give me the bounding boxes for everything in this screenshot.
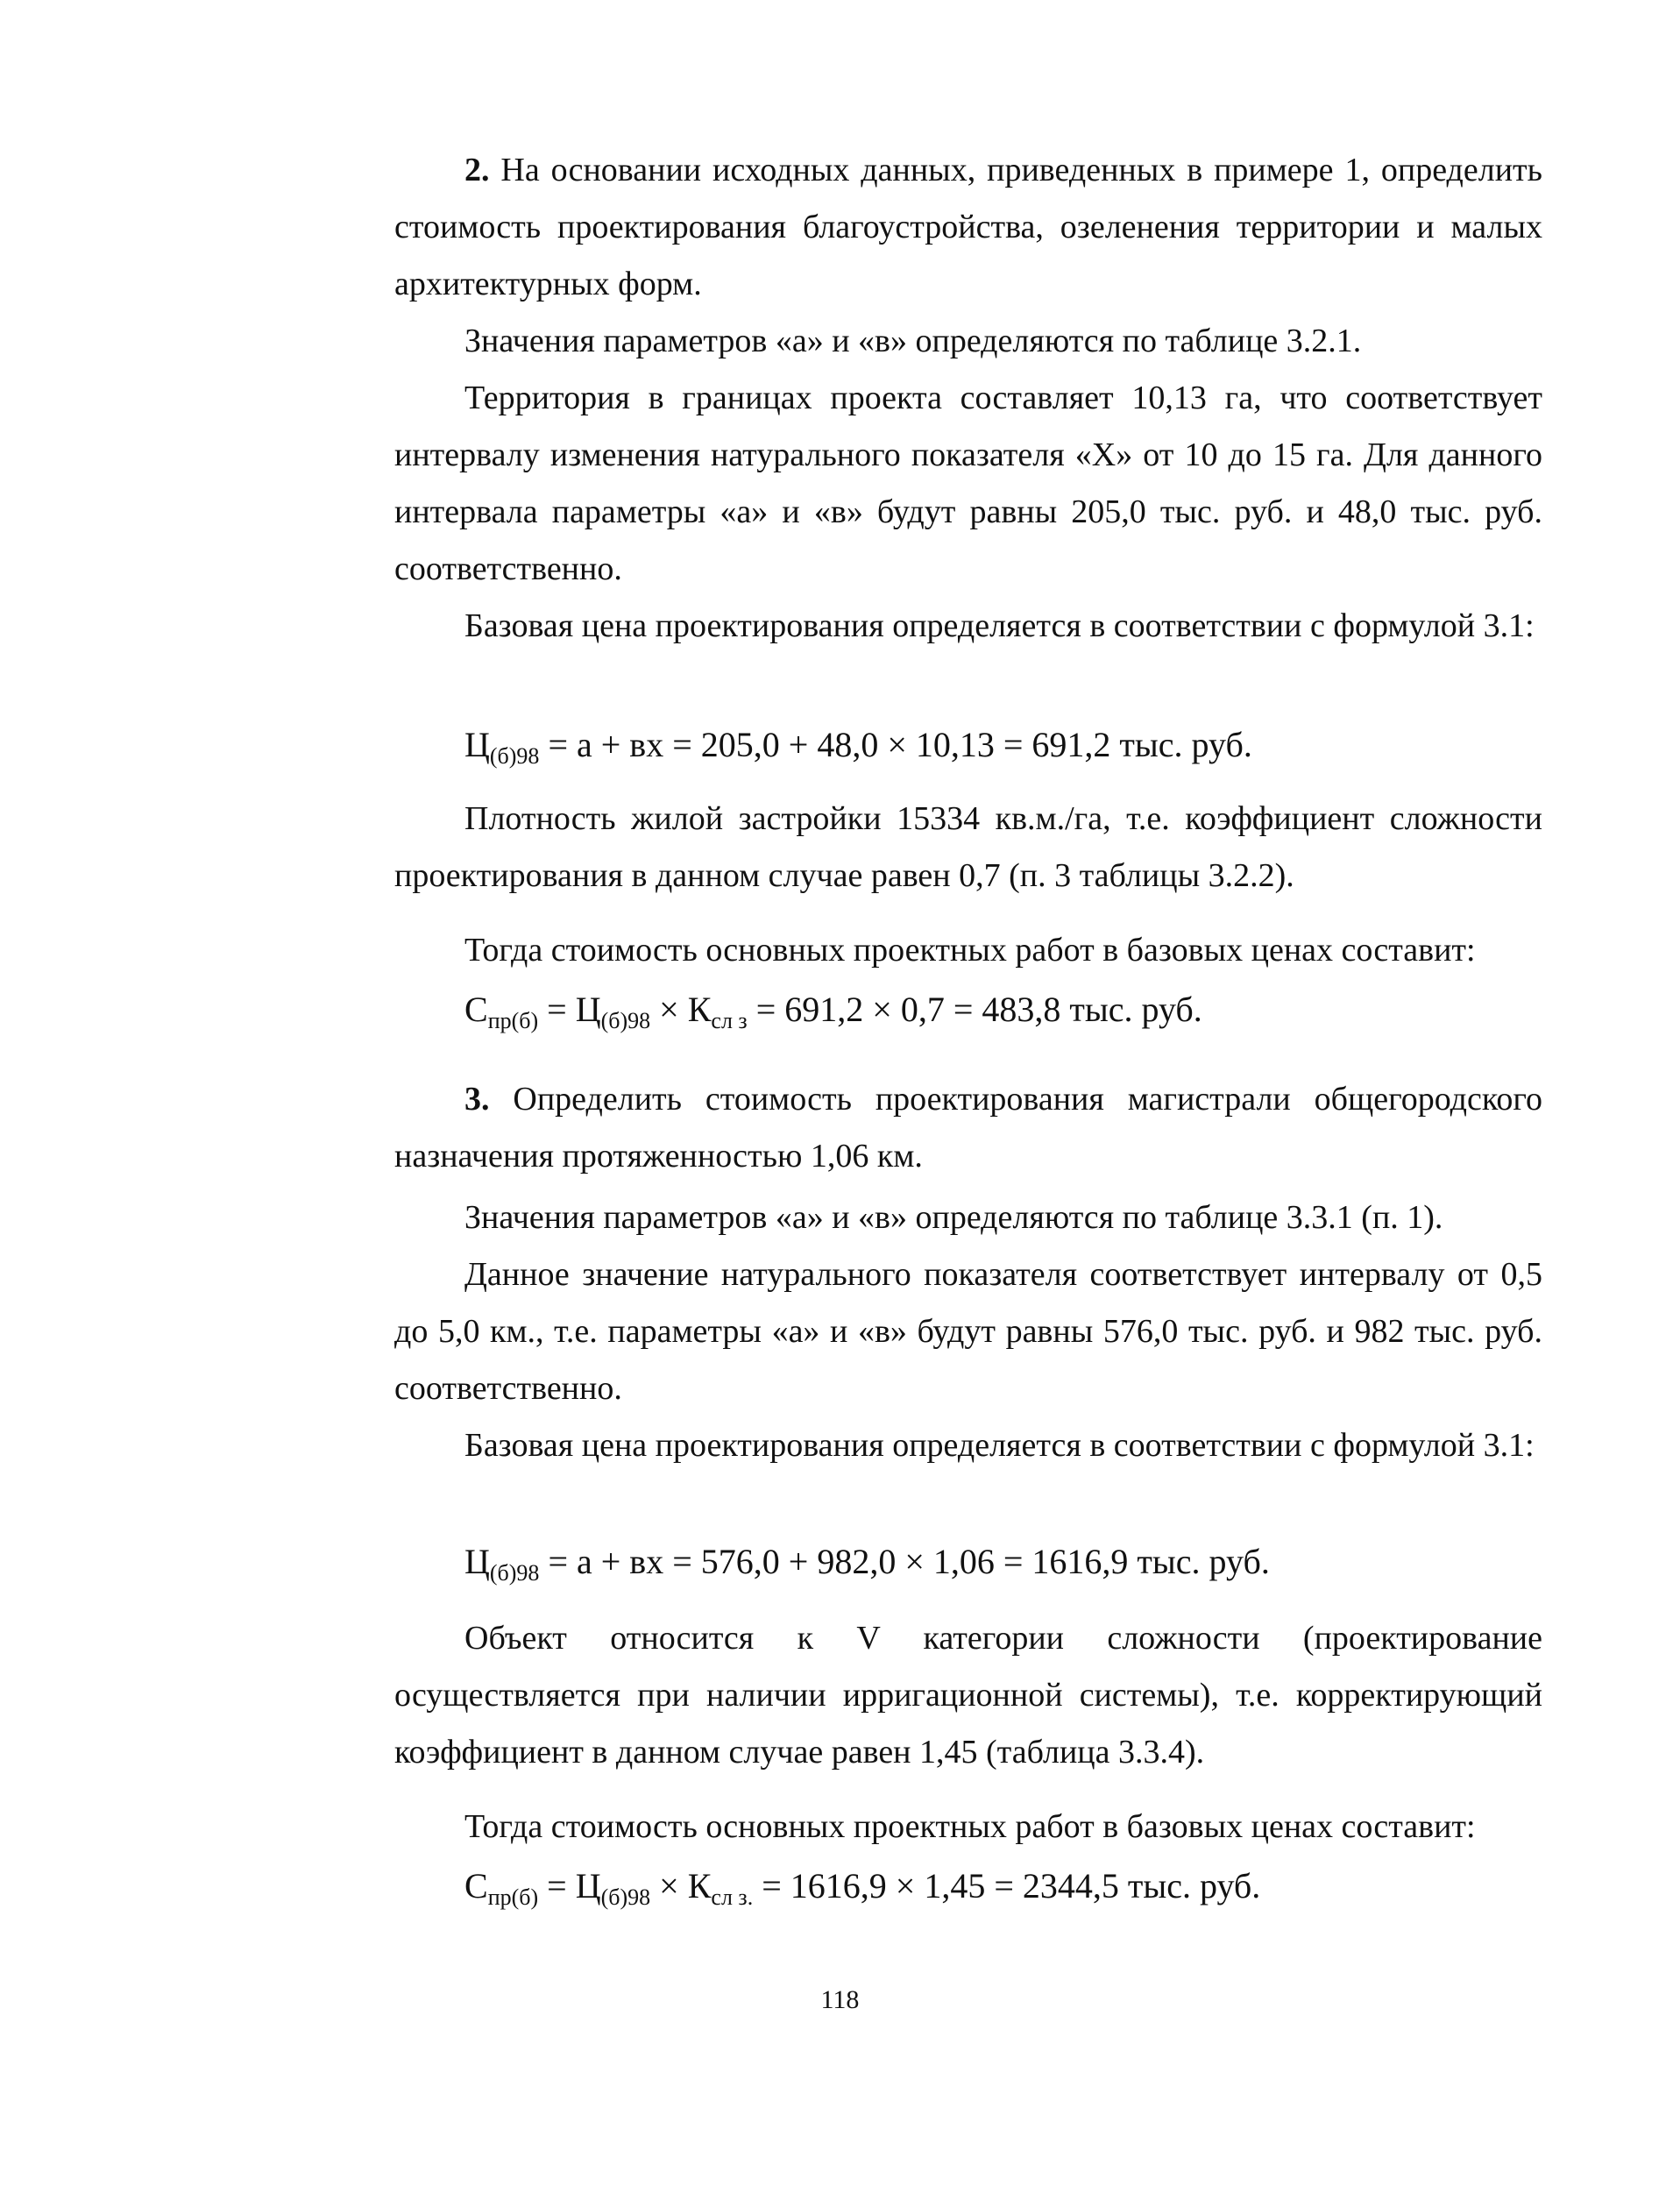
paragraph-example-3 bbox=[394, 1071, 1542, 1185]
paragraph-text: Территория в границах проекта составляет 10,13 га, что соответствует интервалу изменения натурального показателя «Х» от 10 до 15 га. Для данного интервала параметры «а» и «в» будут равны 205,0 тыс. руб. и 48,0 тыс. руб. соответственно. bbox=[394, 380, 1542, 587]
paragraph-example-2 bbox=[394, 142, 1542, 313]
paragraph-parameters-source bbox=[394, 313, 1542, 370]
paragraph-base-price bbox=[394, 598, 1542, 655]
example-number: 3. bbox=[464, 1081, 490, 1118]
paragraph-text: Тогда стоимость основных проектных работ в базовых ценах составит: bbox=[464, 932, 1476, 969]
formula-design-cost-2: $С_{пр(б)} = Ц_{(б)98} \times К_{сл з.} = 1616,9 \times 1,45 = 2344,5$ тыс. руб. bbox=[464, 1866, 1261, 1910]
paragraph-text: Базовая цена проектирования определяется в соответствии с формулой 3.1: bbox=[464, 1427, 1535, 1464]
paragraph-territory bbox=[394, 370, 1542, 598]
example-number: 2. bbox=[464, 152, 490, 188]
paragraph-text: Значения параметров «а» и «в» определяются по таблице 3.2.1. bbox=[464, 323, 1362, 359]
paragraph-text: Значения параметров «а» и «в» определяются по таблице 3.3.1 (п. 1). bbox=[464, 1199, 1443, 1236]
paragraph-text: На основании исходных данных, приведенных в примере 1, определить стоимость проектирования благоустройства, озеленения территории и малых архитектурных форм. bbox=[394, 152, 1542, 302]
formula-base-price-1: $Ц_{(б)98} = а$ + вх = 205,0 + 48,0 × 10,13 = 691,2 тыс. руб. bbox=[464, 725, 1252, 769]
formula-design-cost-1: $С_{пр(б)} = Ц_{(б)98} \times К_{сл з} = 691,2 \times 0,7 = 483,8$ тыс. руб. bbox=[464, 990, 1202, 1033]
paragraph-density bbox=[394, 791, 1542, 905]
paragraph-text: Данное значение натурального показателя соответствует интервалу от 0,5 до 5,0 км., т.е. параметры «а» и «в» будут равны 576,0 тыс. руб. и 982 тыс. руб. соответственно. bbox=[394, 1256, 1542, 1407]
paragraph-text: Определить стоимость проектирования магистрали общегородского назначения протяженностью 1,06 км. bbox=[394, 1081, 1543, 1175]
paragraph-then-cost-2 bbox=[394, 1799, 1542, 1856]
paragraph-text: Объект относится к V категории сложности (проектирование осуществляется при наличии ирригационной системы), т.е. корректирующий коэффициент в данном случае равен 1,45 (таблица 3.3.4). bbox=[394, 1620, 1542, 1771]
page-number: 118 bbox=[820, 1985, 860, 2014]
paragraph-interval bbox=[394, 1246, 1542, 1417]
paragraph-text: Тогда стоимость основных проектных работ в базовых ценах составит: bbox=[464, 1808, 1476, 1845]
paragraph-parameters-source-2 bbox=[394, 1189, 1542, 1246]
paragraph-text: Плотность жилой застройки 15334 кв.м./га, т.е. коэффициент сложности проектирования в данном случае равен 0,7 (п. 3 таблицы 3.2.2). bbox=[394, 800, 1542, 894]
paragraph-complexity-category bbox=[394, 1610, 1542, 1781]
paragraph-then-cost-1 bbox=[394, 922, 1542, 979]
paragraph-base-price-2 bbox=[394, 1417, 1542, 1474]
formula-base-price-2: $Ц_{(б)98} = а$ + вх = 576,0 + 982,0 × 1,06 = 1616,9 тыс. руб. bbox=[464, 1542, 1270, 1586]
paragraph-text: Базовая цена проектирования определяется в соответствии с формулой 3.1: bbox=[464, 607, 1535, 644]
